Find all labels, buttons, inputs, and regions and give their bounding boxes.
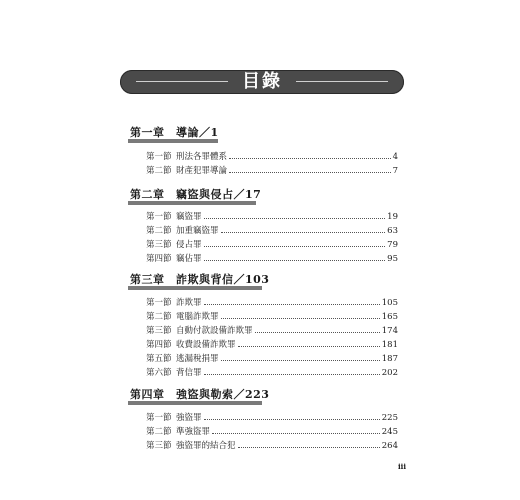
- toc-entry[interactable]: [146, 336, 398, 350]
- toc-entry[interactable]: [146, 437, 398, 451]
- toc-entry[interactable]: [146, 222, 398, 236]
- section-page: 245: [381, 427, 398, 437]
- toc-entry[interactable]: [146, 162, 398, 176]
- section-number: 第六節: [146, 368, 172, 378]
- page-title: 目錄: [120, 70, 404, 94]
- toc-entry[interactable]: [146, 423, 398, 437]
- section-title: 竊盜罪: [176, 212, 202, 222]
- section-title: 強盜罪: [176, 413, 202, 423]
- section-number: 第二節: [146, 226, 172, 236]
- section-title: 財產犯罪導論: [176, 166, 228, 176]
- dot-leader: [255, 332, 380, 333]
- dot-leader: [204, 304, 380, 305]
- chapter-label: 第四章 強盜與勒索／223: [130, 388, 270, 401]
- section-page: 79: [387, 240, 398, 250]
- dot-leader: [221, 318, 380, 319]
- section-page: 7: [392, 166, 398, 176]
- section-title: 侵占罪: [176, 240, 202, 250]
- section-page: 187: [381, 354, 398, 364]
- chapter-label: 第二章 竊盜與侵占／17: [130, 188, 262, 201]
- section-title: 自動付款設備詐欺罪: [176, 326, 253, 336]
- section-number: 第三節: [146, 240, 172, 250]
- chapter-underline: [128, 401, 262, 405]
- dot-leader: [212, 433, 380, 434]
- section-title: 逃漏稅捐罪: [176, 354, 219, 364]
- dot-leader: [204, 218, 386, 219]
- section-number: 第四節: [146, 340, 172, 350]
- section-title: 背信罪: [176, 368, 202, 378]
- section-title: 收費設備詐欺罪: [176, 340, 236, 350]
- section-number: 第一節: [146, 413, 172, 423]
- section-number: 第二節: [146, 427, 172, 437]
- section-page: 225: [381, 413, 398, 423]
- chapter-label: 第三章 詐欺與背信／103: [130, 273, 270, 286]
- section-page: 181: [381, 340, 398, 350]
- dot-leader: [221, 360, 380, 361]
- section-page: 165: [381, 312, 398, 322]
- chapter-underline: [128, 139, 218, 143]
- section-page: 202: [381, 368, 398, 378]
- section-page: 264: [381, 441, 398, 451]
- section-title: 竊佔罪: [176, 254, 202, 264]
- section-number: 第一節: [146, 298, 172, 308]
- chapter-underline: [128, 201, 256, 205]
- dot-leader: [229, 158, 391, 159]
- dot-leader: [204, 374, 380, 375]
- section-number: 第三節: [146, 326, 172, 336]
- section-page: 95: [387, 254, 398, 264]
- section-page: 19: [387, 212, 398, 222]
- section-number: 第三節: [146, 441, 172, 451]
- dot-leader: [238, 447, 380, 448]
- toc-entry[interactable]: [146, 208, 398, 222]
- section-page: 4: [392, 152, 398, 162]
- chapter-underline: [128, 286, 262, 290]
- chapter-label: 第一章 導論／1: [130, 126, 219, 139]
- page-number: iii: [398, 462, 406, 471]
- section-number: 第四節: [146, 254, 172, 264]
- dot-leader: [204, 419, 380, 420]
- toc-entry[interactable]: [146, 236, 398, 250]
- section-title: 刑法各罪體系: [176, 152, 228, 162]
- toc-entry[interactable]: [146, 364, 398, 378]
- toc-entry[interactable]: [146, 308, 398, 322]
- section-page: 174: [381, 326, 398, 336]
- dot-leader: [204, 246, 386, 247]
- toc-entry[interactable]: [146, 250, 398, 264]
- toc-title-banner: [120, 70, 404, 94]
- section-number: 第一節: [146, 152, 172, 162]
- section-title: 加重竊盜罪: [176, 226, 219, 236]
- section-number: 第五節: [146, 354, 172, 364]
- section-title: 強盜罪的結合犯: [176, 441, 236, 451]
- toc-entry[interactable]: [146, 409, 398, 423]
- dot-leader: [204, 260, 386, 261]
- dot-leader: [221, 232, 386, 233]
- section-number: 第二節: [146, 312, 172, 322]
- section-page: 105: [381, 298, 398, 308]
- section-title: 電腦詐欺罪: [176, 312, 219, 322]
- toc-entry[interactable]: [146, 148, 398, 162]
- dot-leader: [238, 346, 380, 347]
- section-page: 63: [387, 226, 398, 236]
- toc-entry[interactable]: [146, 350, 398, 364]
- toc-entry[interactable]: [146, 322, 398, 336]
- section-number: 第二節: [146, 166, 172, 176]
- section-number: 第一節: [146, 212, 172, 222]
- section-title: 準強盜罪: [176, 427, 211, 437]
- dot-leader: [229, 172, 391, 173]
- toc-entry[interactable]: [146, 294, 398, 308]
- section-title: 詐欺罪: [176, 298, 202, 308]
